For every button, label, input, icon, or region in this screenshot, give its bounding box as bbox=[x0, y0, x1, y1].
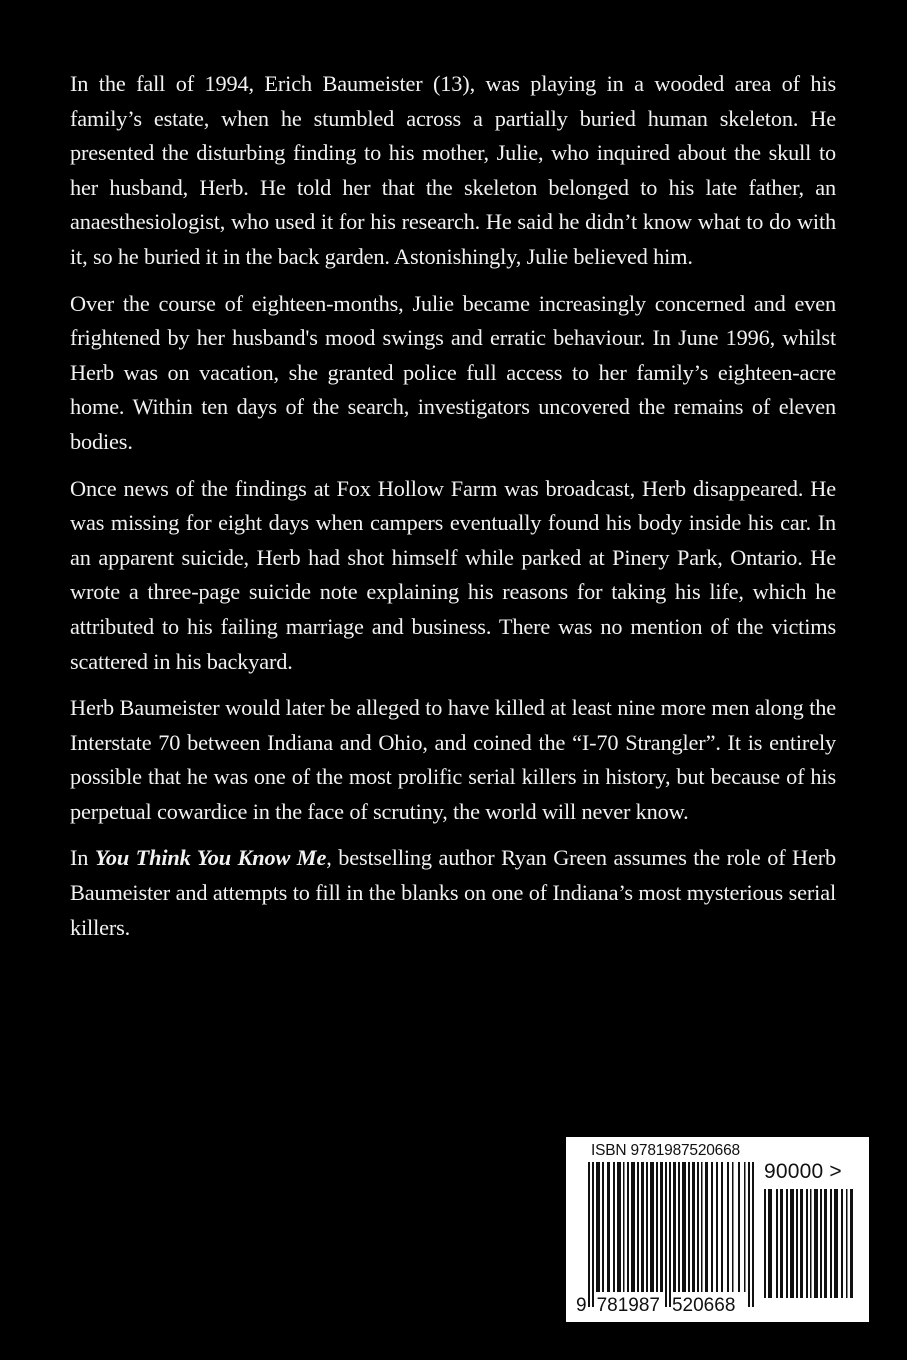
isbn-digits-left: 781987 bbox=[596, 1295, 660, 1316]
blurb-paragraph-strangler: Herb Baumeister would later be alleged to have killed at least nine more men along the Interstate 70 between Indiana and Ohio, and coined the “I-70 Strangler”. It is entirely possible that he was one of the most prolific serial killers in history, but because of his perpetual cowardice in the face of scrutiny, the world will never know. bbox=[70, 695, 836, 824]
price-addon-bars-icon bbox=[764, 1189, 853, 1298]
blurb-paragraph-pitch bbox=[70, 841, 836, 945]
ean13-bars-icon bbox=[588, 1162, 754, 1307]
blurb-paragraph-suicide: Once news of the findings at Fox Hollow Farm was broadcast, Herb disappeared. He was missing for eight days when campers eventually found his body inside his car. In an apparent suicide, Herb had shot himself while parked at Pinery Park, Ontario. He wrote a three-page suicide note explaining his reasons for taking his life, which he attributed to his failing marriage and business. There was no mention of the victims scattered in his backyard. bbox=[70, 475, 836, 674]
isbn-digits-right: 520668 bbox=[671, 1295, 736, 1316]
isbn-human-readable bbox=[575, 1295, 736, 1317]
isbn-digit-prefix: 9 bbox=[576, 1295, 587, 1316]
isbn-barcode bbox=[566, 1137, 869, 1322]
book-title: You Think You Know Me bbox=[94, 845, 327, 871]
price-code: 90000 > bbox=[764, 1160, 842, 1183]
pitch-suffix: , bestselling author Ryan Green assumes the role of Herb Baumeister and attempts to fill in the blanks on one of Indiana’s most mysterious serial killers. bbox=[70, 845, 837, 940]
blurb-paragraph-discovery: In the fall of 1994, Erich Baumeister (13), was playing in a wooded area of his family’s estate, when he stumbled across a partially buried human skeleton. He presented the disturbing finding to his mother, Julie, who inquired about the skull to her husband, Herb. He told her that the skeleton belonged to his late father, an anaesthesiologist, who used it for his research. He said he didn’t know what to do with it, so he buried it in the back garden. Astonishingly, Julie believed him. bbox=[70, 71, 836, 269]
back-cover-blurb bbox=[70, 67, 836, 957]
isbn-label: ISBN 9781987520668 bbox=[591, 1142, 740, 1159]
blurb-paragraph-search: Over the course of eighteen-months, Julie became increasingly concerned and even frightened by her husband's mood swings and erratic behaviour. In June 1996, whilst Herb was on vacation, she granted police full access to her family’s eighteen-acre home. Within ten days of the search, investigators uncovered the remains of eleven bodies. bbox=[70, 290, 836, 454]
pitch-prefix: In bbox=[70, 845, 95, 871]
